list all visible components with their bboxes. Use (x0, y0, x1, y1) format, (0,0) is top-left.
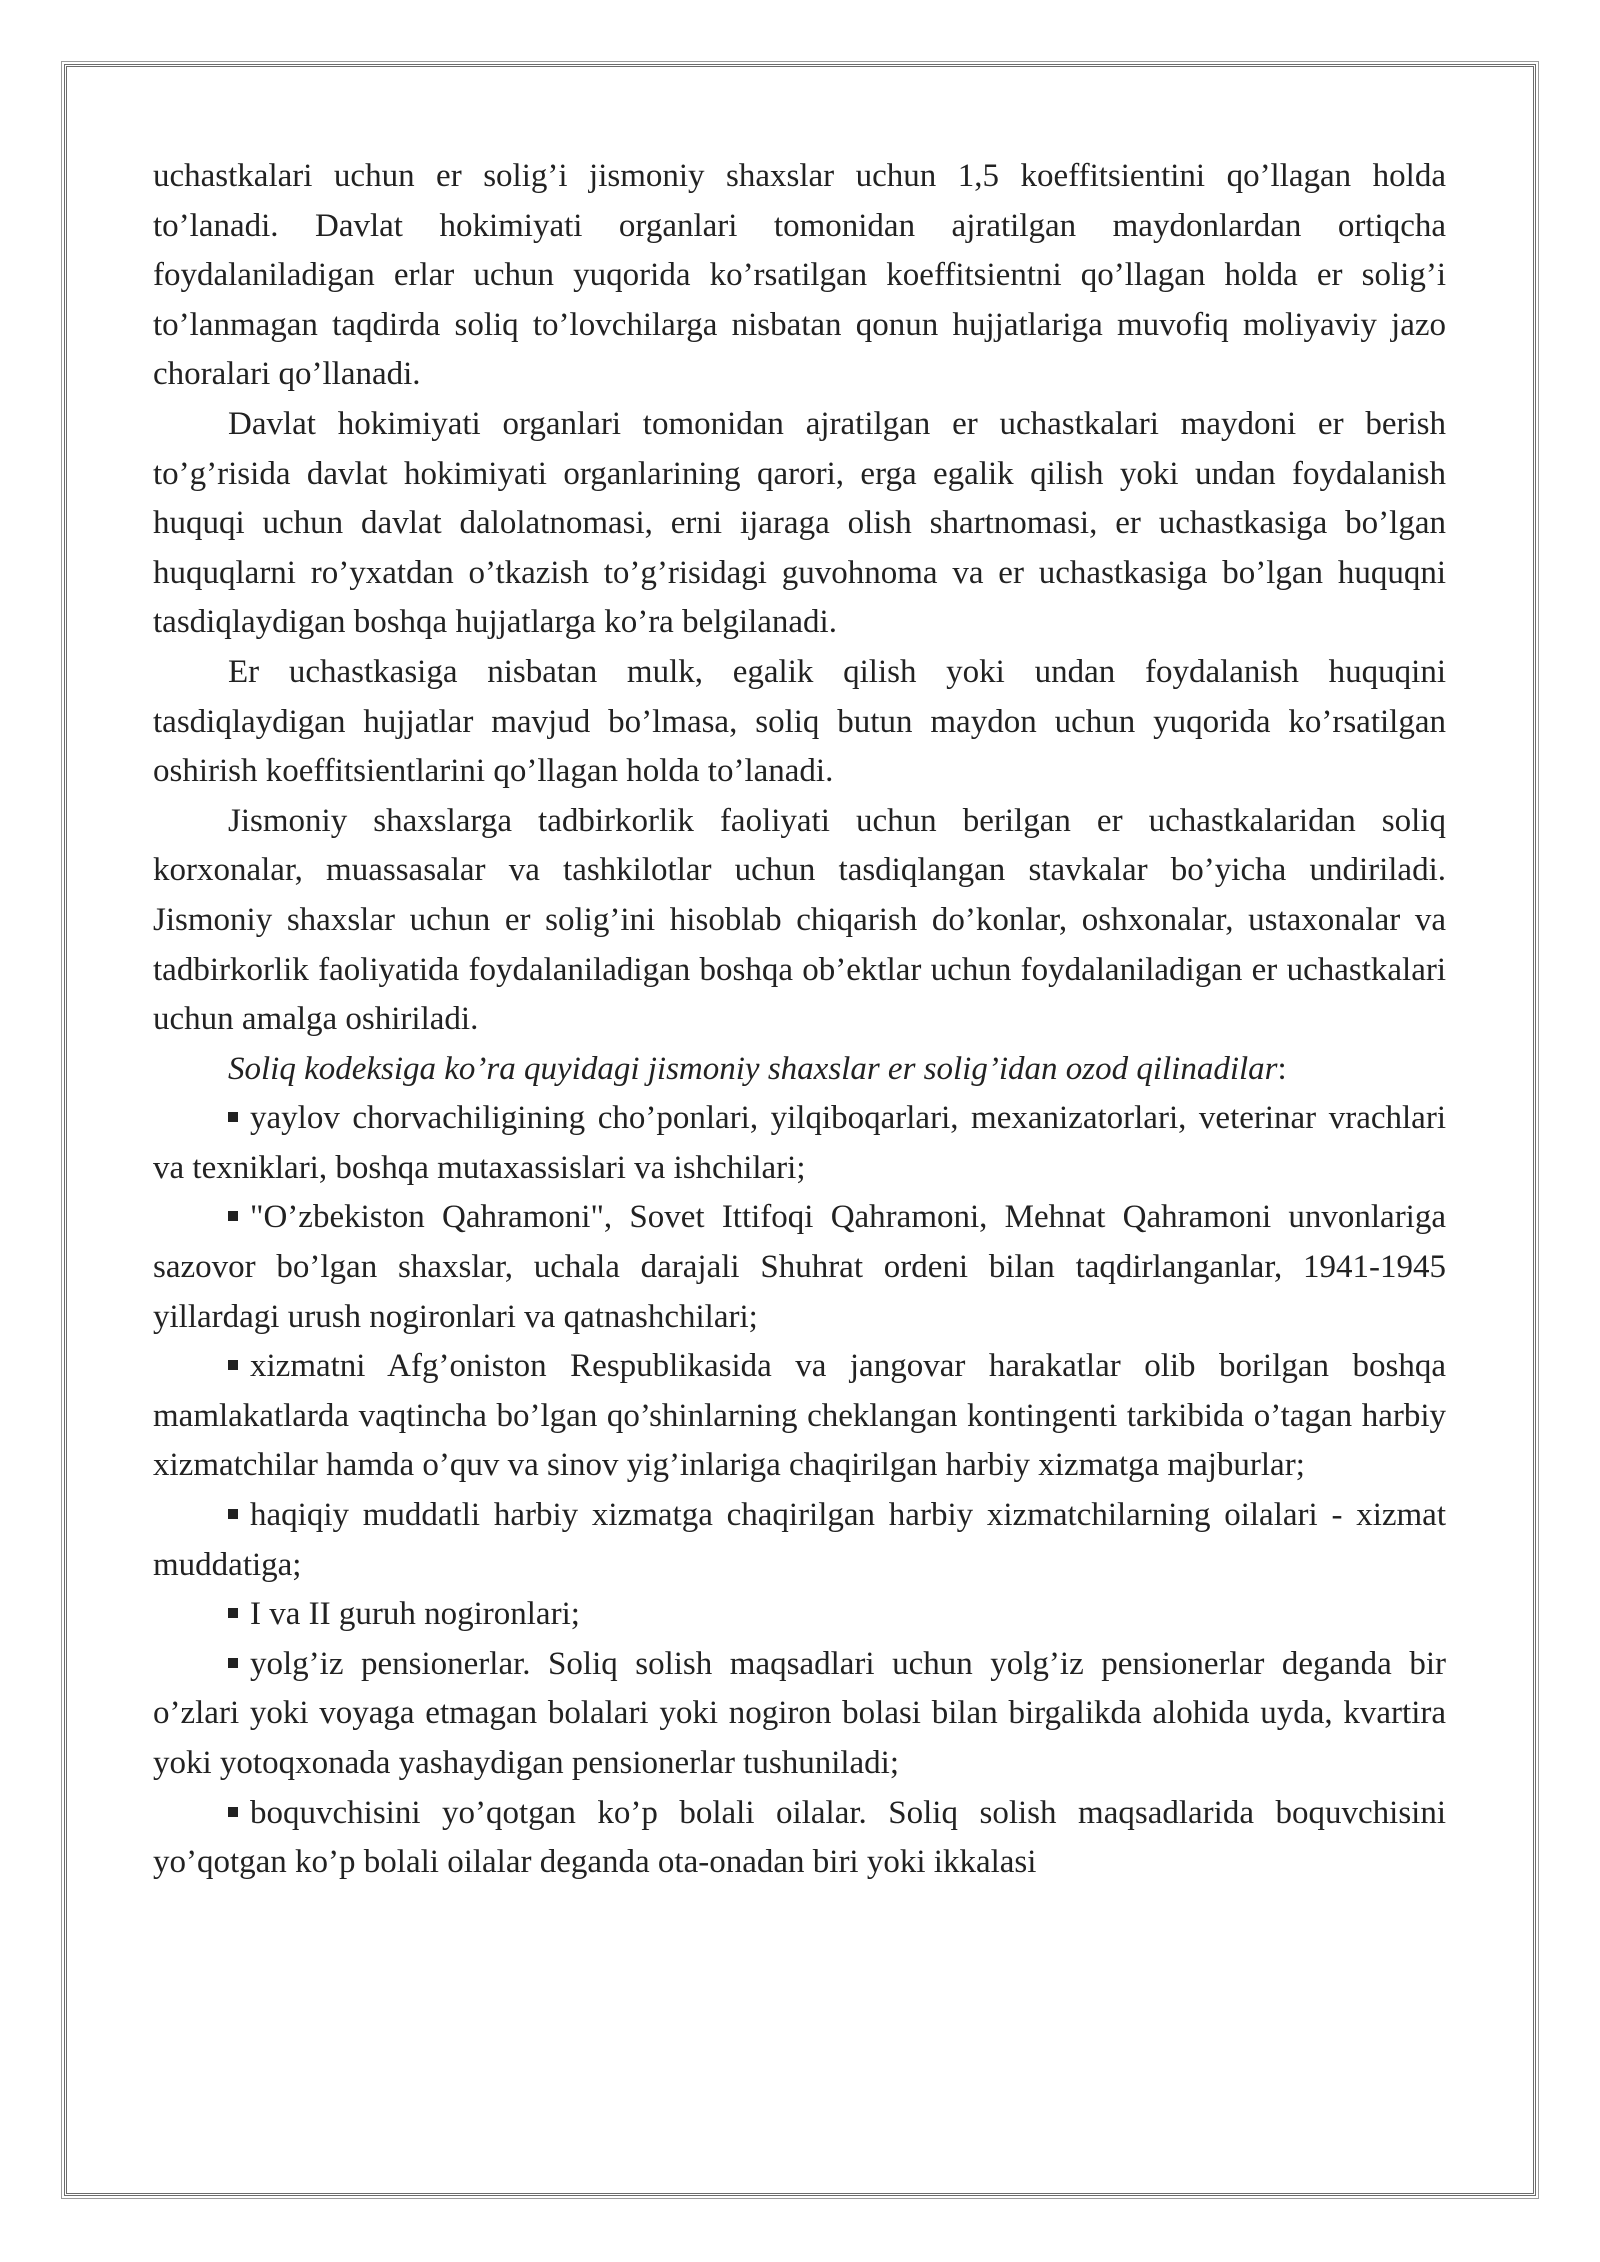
square-bullet-icon (228, 1807, 238, 1817)
document-body (153, 152, 1446, 1888)
square-bullet-icon (228, 1211, 238, 1221)
exemption-heading-paragraph (153, 1045, 1446, 1095)
list-item (153, 1342, 1446, 1491)
square-bullet-icon (228, 1658, 238, 1668)
square-bullet-icon (228, 1608, 238, 1618)
heading-colon: : (1277, 1050, 1287, 1087)
paragraph: Er uchastkasiga nisbatan mulk, egalik qilish yoki undan foydalanish huquqini tasdiqlaydigan hujjatlar mavjud bo’lmasa, soliq butun maydon uchun yuqorida ko’rsatilgan oshirish koeffitsientlarini qo’llagan holda to’lanadi. (153, 653, 1446, 790)
square-bullet-icon (228, 1112, 238, 1122)
list-item (153, 1491, 1446, 1590)
list-item (153, 1193, 1446, 1342)
square-bullet-icon (228, 1509, 238, 1519)
list-item-text: yolg’iz pensionerlar. Soliq solish maqsadlari uchun yolg’iz pensionerlar deganda bir o’zlari yoki voyaga etmagan bolalari yoki nogiron bolasi bilan birgalikda alohida uyda, kvartira yoki yotoqxonada yashaydigan pensionerlar tushuniladi; (153, 1645, 1446, 1781)
square-bullet-icon (228, 1360, 238, 1370)
list-item (153, 1590, 1446, 1640)
list-item (153, 1640, 1446, 1789)
list-item-text: haqiqiy muddatli harbiy xizmatga chaqirilgan harbiy xizmatchilarning oilalari - xizmat muddatiga; (153, 1497, 1446, 1583)
exemption-heading: Soliq kodeksiga ko’ra quyidagi jismoniy shaxslar er solig’idan ozod qilinadilar (228, 1050, 1278, 1087)
list-item-text: yaylov chorvachiligining cho’ponlari, yilqiboqarlari, mexanizatorlari, veterinar vrachlari va texniklari, boshqa mutaxassislari va ishchilari; (153, 1100, 1446, 1186)
paragraph: Davlat hokimiyati organlari tomonidan ajratilgan er uchastkalari maydoni er berish to’g’risida davlat hokimiyati organlarining qarori, erga egalik qilish yoki undan foydalanish huquqi uchun davlat dalolatnomasi, erni ijaraga olish shartnomasi, er uchastkasiga bo’lgan huquqlarni ro’yxatdan o’tkazish to’g’risidagi guvohnoma va er uchastkasiga bo’lgan huquqni tasdiqlaydigan boshqa hujjatlarga ko’ra belgilanadi. (153, 405, 1446, 641)
list-item-text: boquvchisini yo’qotgan ko’p bolali oilalar. Soliq solish maqsadlarida boquvchisini yo’qotgan ko’p bolali oilalar deganda ota-onadan biri yoki ikkalasi (153, 1794, 1446, 1881)
list-item-text: I va II guruh nogironlari; (250, 1596, 580, 1633)
list-item-text: "O’zbekiston Qahramoni", Sovet Ittifoqi Qahramoni, Mehnat Qahramoni unvonlariga sazovor bo’lgan shaxslar, uchala darajali Shuhrat ordeni bilan taqdirlanganlar, 1941-1945 yillardagi urush nogironlari va qatnashchilari; (153, 1199, 1446, 1335)
list-item (153, 1789, 1446, 1888)
list-item (153, 1094, 1446, 1193)
list-item-text: xizmatni Afg’oniston Respublikasida va jangovar harakatlar olib borilgan boshqa mamlakatlarda vaqtincha bo’lgan qo’shinlarning cheklangan kontingenti tarkibida o’tagan harbiy xizmatchilar hamda o’quv va sinov yig’inlariga chaqirilgan harbiy xizmatga majburlar; (153, 1348, 1446, 1484)
paragraph: uchastkalari uchun er solig’i jismoniy shaxslar uchun 1,5 koeffitsientini qo’llagan holda to’lanadi. Davlat hokimiyati organlari tomonidan ajratilgan maydonlardan ortiqcha foydalaniladigan erlar uchun yuqorida ko’rsatilgan koeffitsientni qo’llagan holda er solig’i to’lanmagan taqdirda soliq to’lovchilarga nisbatan qonun hujjatlariga muvofiq moliyaviy jazo choralari qo’llanadi. (153, 158, 1446, 393)
paragraph: Jismoniy shaxslarga tadbirkorlik faoliyati uchun berilgan er uchastkalaridan soliq korxonalar, muassasalar va tashkilotlar uchun tasdiqlangan stavkalar bo’yicha undiriladi. Jismoniy shaxslar uchun er solig’ini hisoblab chiqarish do’konlar, oshxonalar, ustaxonalar va tadbirkorlik faoliyatida foydalaniladigan boshqa ob’ektlar uchun foydalaniladigan er uchastkalari uchun amalga oshiriladi. (153, 802, 1446, 1038)
